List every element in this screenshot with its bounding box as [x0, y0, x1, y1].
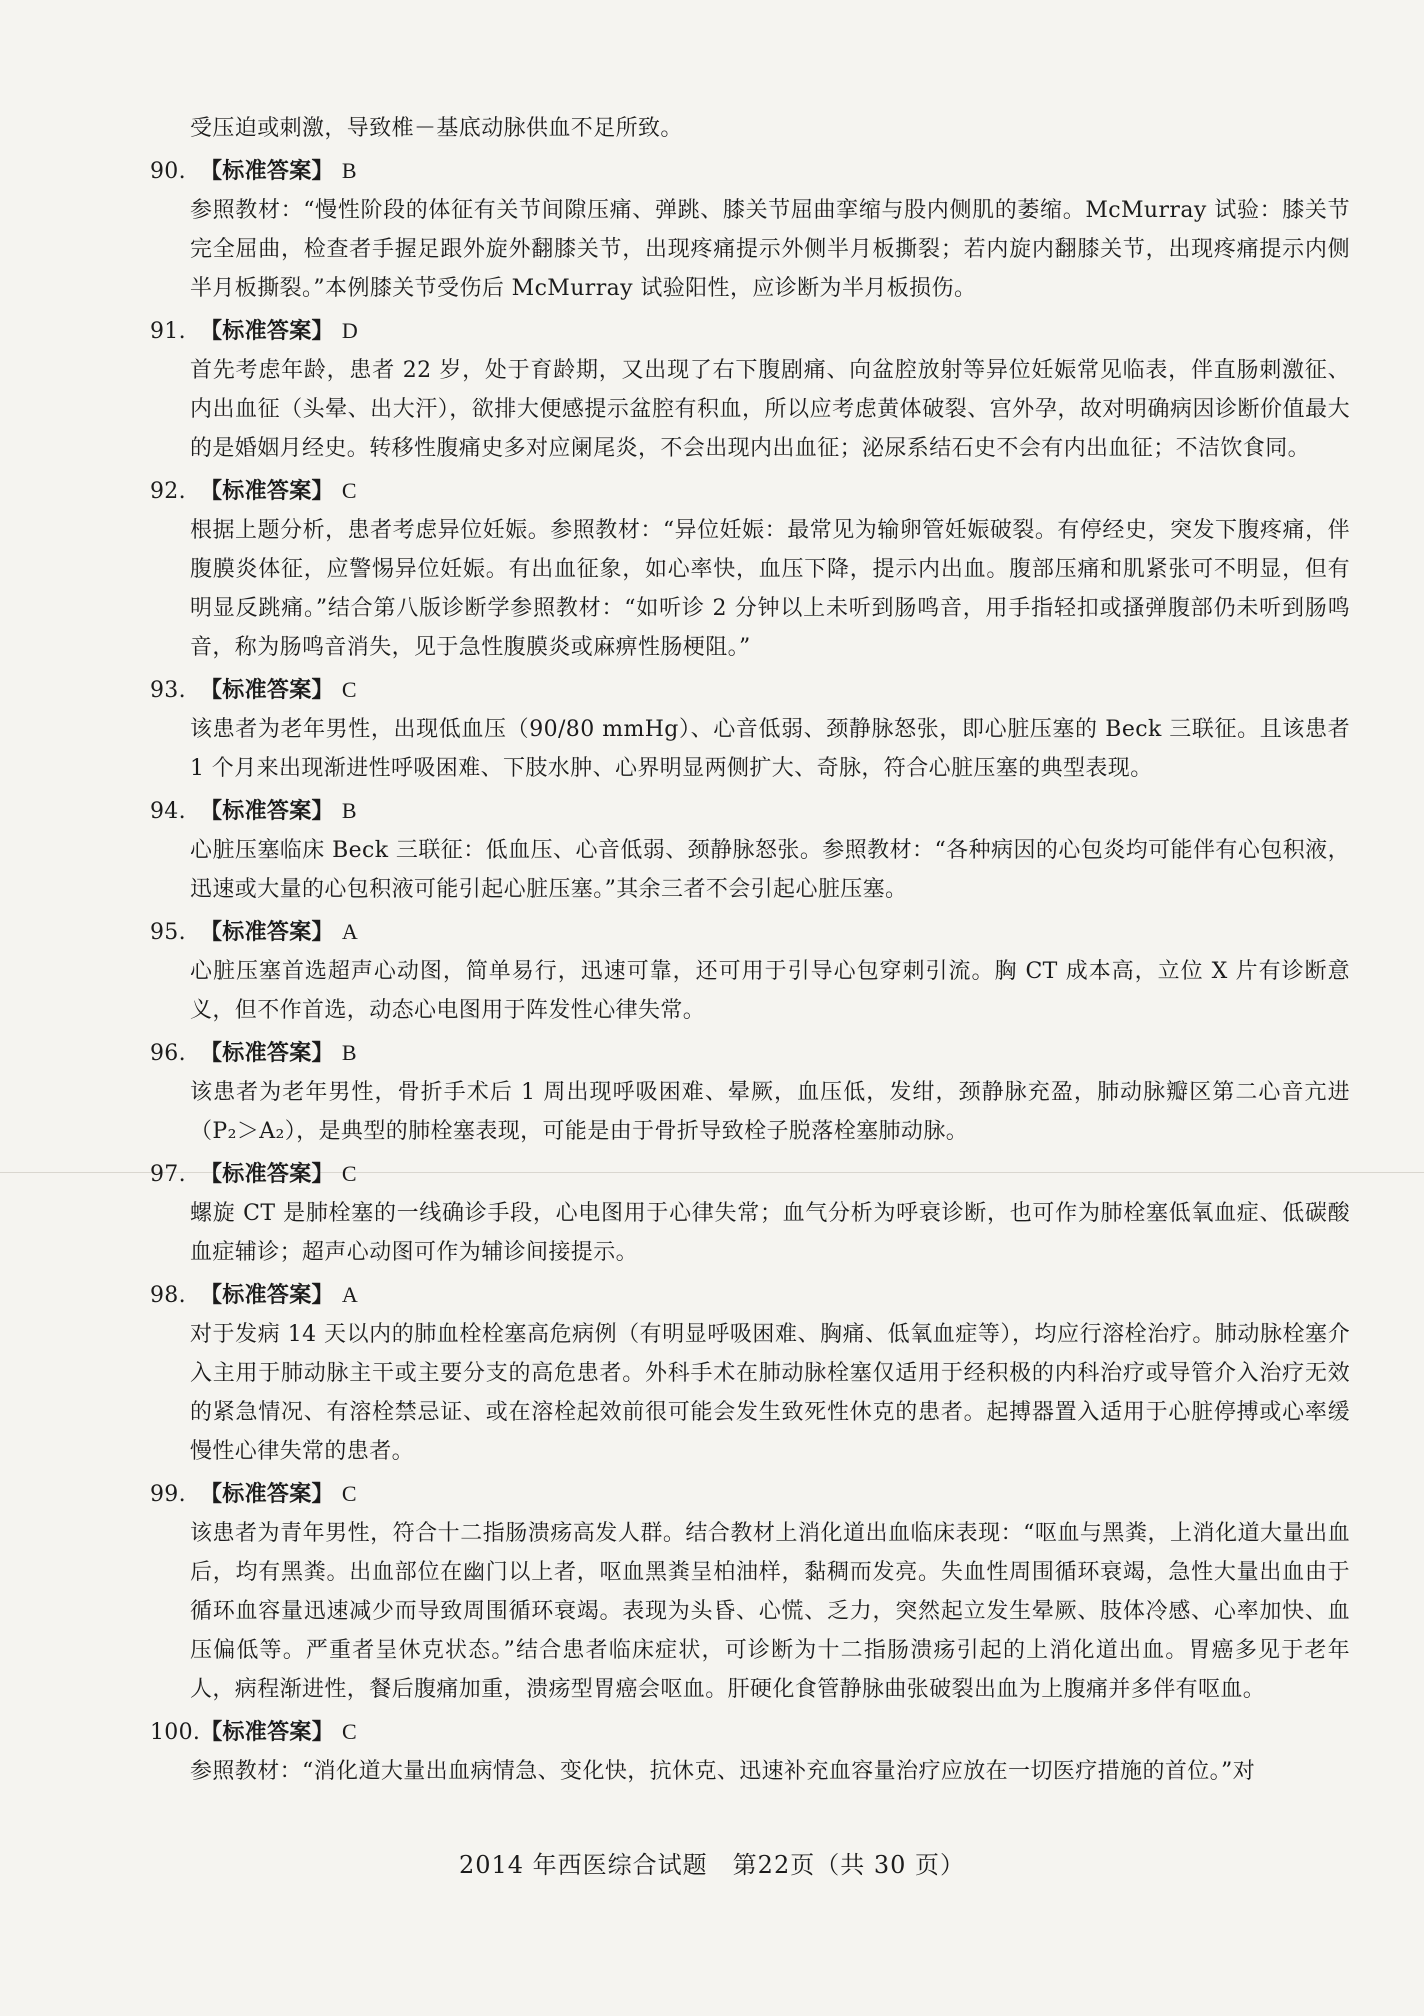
answer-item	[150, 671, 1350, 788]
answer-letter: B	[341, 158, 357, 183]
answer-letter: C	[342, 1719, 357, 1744]
answer-explanation: 根据上题分析，患者考虑异位妊娠。参照教材：“异位妊娠：最常见为输卵管妊娠破裂。有停经史，突发下腹疼痛，伴腹膜炎体征，应警惕异位妊娠。有出血征象，如心率快，血压下降，提示内出血。腹部压痛和肌紧张可不明显，但有明显反跳痛。”结合第八版诊断学参照教材：“如听诊 2 分钟以上未听到肠鸣音，用手指轻扣或搔弹腹部仍未听到肠鸣音，称为肠鸣音消失，见于急性腹膜炎或麻痹性肠梗阻。”	[190, 518, 1350, 660]
answer-heading	[150, 152, 1350, 191]
answer-explanation: 心脏压塞首选超声心动图，简单易行，迅速可靠，还可用于引导心包穿刺引流。胸 CT 成本高，立位 X 片有诊断意义，但不作首选，动态心电图用于阵发性心律失常。	[190, 959, 1350, 1023]
answer-letter: C	[341, 1161, 357, 1186]
question-number: 99.	[150, 1482, 186, 1507]
answer-content	[150, 110, 1350, 1795]
answer-label: 【标准答案】	[200, 319, 334, 344]
answer-explanation: 该患者为老年男性，骨折手术后 1 周出现呼吸困难、晕厥，血压低，发绀，颈静脉充盈，肺动脉瓣区第二心音亢进（P₂＞A₂），是典型的肺栓塞表现，可能是由于骨折导致栓子脱落栓塞肺动脉。	[190, 1080, 1350, 1144]
answer-heading	[150, 792, 1350, 831]
continued-text: 受压迫或刺激，导致椎－基底动脉供血不足所致。	[190, 116, 683, 141]
question-number: 93.	[150, 678, 186, 703]
answer-letter: C	[341, 478, 357, 503]
answer-explanation: 该患者为青年男性，符合十二指肠溃疡高发人群。结合教材上消化道出血临床表现：“呕血与黑粪，上消化道大量出血后，均有黑粪。出血部位在幽门以上者，呕血黑粪呈柏油样，黏稠而发亮。失血性周围循环衰竭，急性大量出血由于循环血容量迅速减少而导致周围循环衰竭。表现为头昏、心慌、乏力，突然起立发生晕厥、肢体冷感、心率加快、血压偏低等。严重者呈休克状态。”结合患者临床症状，可诊断为十二指肠溃疡引起的上消化道出血。胃癌多见于老年人，病程渐进性，餐后腹痛加重，溃疡型胃癌会呕血。肝硬化食管静脉曲张破裂出血为上腹痛并多伴有呕血。	[190, 1521, 1350, 1702]
question-number: 91.	[150, 319, 186, 344]
answer-letter: C	[341, 1481, 357, 1506]
answer-heading	[150, 671, 1350, 710]
question-number: 90.	[150, 159, 186, 184]
answer-explanation: 螺旋 CT 是肺栓塞的一线确诊手段，心电图用于心律失常；血气分析为呼衰诊断，也可作为肺栓塞低氧血症、低碳酸血症辅诊；超声心动图可作为辅诊间接提示。	[190, 1201, 1350, 1265]
answer-heading	[150, 1475, 1350, 1514]
answer-explanation: 对于发病 14 天以内的肺血栓栓塞高危病例（有明显呼吸困难、胸痛、低氧血症等），均应行溶栓治疗。肺动脉栓塞介入主用于肺动脉主干或主要分支的高危患者。外科手术在肺动脉栓塞仅适用于经积极的内科治疗或导管介入治疗无效的紧急情况、有溶栓禁忌证、或在溶栓起效前很可能会发生致死性休克的患者。起搏器置入适用于心脏停搏或心率缓慢性心律失常的患者。	[190, 1322, 1350, 1464]
answer-letter: D	[341, 318, 359, 343]
answer-label: 【标准答案】	[200, 678, 334, 703]
question-number: 95.	[150, 920, 186, 945]
answer-label: 【标准答案】	[200, 1162, 334, 1187]
answer-item	[150, 792, 1350, 909]
question-number: 98.	[150, 1283, 186, 1308]
answer-letter: A	[341, 919, 359, 944]
answer-heading	[150, 1034, 1350, 1073]
answer-letter: A	[341, 1282, 359, 1307]
answer-item	[150, 152, 1350, 308]
answer-label: 【标准答案】	[200, 479, 334, 504]
answer-item	[150, 913, 1350, 1030]
question-number: 94.	[150, 799, 186, 824]
answer-label: 【标准答案】	[200, 1283, 334, 1308]
answer-explanation: 首先考虑年龄，患者 22 岁，处于育龄期，又出现了右下腹剧痛、向盆腔放射等异位妊娠常见临表，伴直肠刺激征、内出血征（头晕、出大汗），欲排大便感提示盆腔有积血，所以应考虑黄体破裂、宫外孕，故对明确病因诊断价值最大的是婚姻月经史。转移性腹痛史多对应阑尾炎，不会出现内出血征；泌尿系结石史不会有内出血征；不洁饮食同。	[190, 358, 1350, 461]
answer-list	[150, 152, 1350, 1791]
answer-heading	[150, 1713, 1350, 1752]
question-number: 96.	[150, 1041, 186, 1066]
answer-heading	[150, 913, 1350, 952]
answer-label: 【标准答案】	[200, 1720, 334, 1745]
answer-explanation: 心脏压塞临床 Beck 三联征：低血压、心音低弱、颈静脉怒张。参照教材：“各种病因的心包炎均可能伴有心包积液，迅速或大量的心包积液可能引起心脏压塞。”其余三者不会引起心脏压塞。	[190, 838, 1350, 902]
answer-letter: C	[341, 677, 357, 702]
answer-heading	[150, 472, 1350, 511]
answer-item	[150, 1276, 1350, 1471]
answer-item	[150, 1475, 1350, 1709]
answer-label: 【标准答案】	[200, 159, 334, 184]
answer-heading	[150, 312, 1350, 351]
answer-letter: B	[341, 1040, 357, 1065]
answer-explanation: 参照教材：“慢性阶段的体征有关节间隙压痛、弹跳、膝关节屈曲挛缩与股内侧肌的萎缩。McMurray 试验：膝关节完全屈曲，检查者手握足跟外旋外翻膝关节，出现疼痛提示外侧半月板撕裂；若内旋内翻膝关节，出现疼痛提示内侧半月板撕裂。”本例膝关节受伤后 McMurray 试验阳性，应诊断为半月板损伤。	[190, 198, 1350, 301]
answer-item	[150, 472, 1350, 667]
answer-label: 【标准答案】	[200, 799, 334, 824]
page-footer: 2014 年西医综合试题 第22页（共 30 页）	[458, 1851, 966, 1879]
answer-item	[150, 1034, 1350, 1151]
answer-item	[150, 1713, 1350, 1791]
answer-heading	[150, 1276, 1350, 1315]
answer-letter: B	[341, 798, 357, 823]
question-number: 100.	[150, 1720, 201, 1745]
answer-explanation: 参照教材：“消化道大量出血病情急、变化快，抗休克、迅速补充血容量治疗应放在一切医疗措施的首位。”对	[190, 1759, 1256, 1784]
answer-label: 【标准答案】	[200, 1482, 334, 1507]
answer-label: 【标准答案】	[200, 1041, 334, 1066]
answer-item	[150, 312, 1350, 468]
answer-heading	[150, 1155, 1350, 1194]
answer-item	[150, 1155, 1350, 1272]
answer-label: 【标准答案】	[200, 920, 334, 945]
answer-explanation: 该患者为老年男性，出现低血压（90/80 mmHg）、心音低弱、颈静脉怒张，即心脏压塞的 Beck 三联征。且该患者 1 个月来出现渐进性呼吸困难、下肢水肿、心界明显两侧扩大、奇脉，符合心脏压塞的典型表现。	[190, 717, 1350, 781]
question-number: 92.	[150, 479, 186, 504]
question-number: 97.	[150, 1162, 186, 1187]
